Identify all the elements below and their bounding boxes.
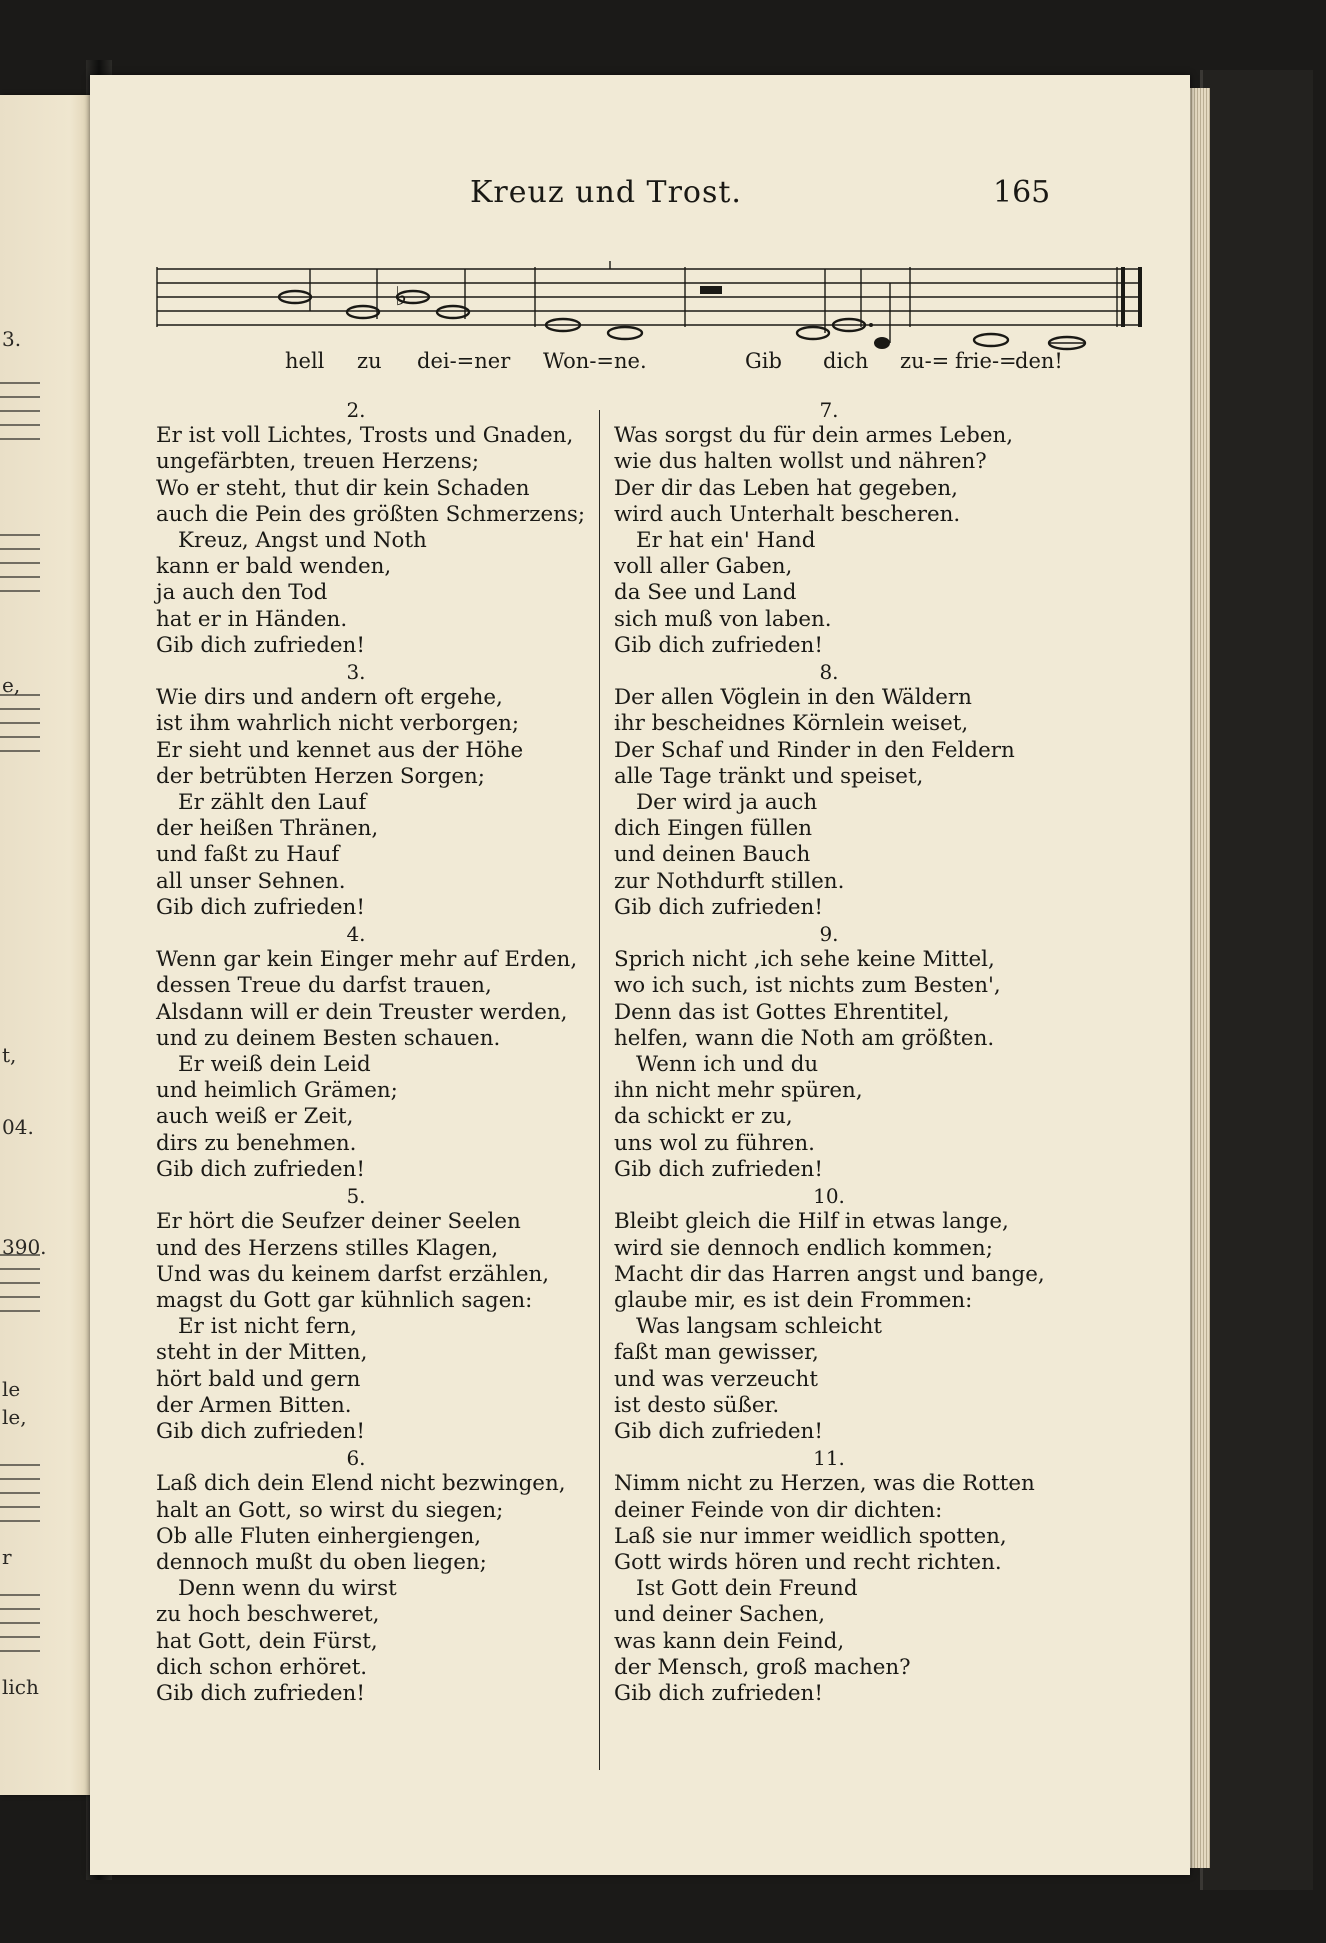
lyric-syllable: dich: [823, 349, 869, 373]
verse-line: Er ist nicht fern,: [178, 1314, 358, 1340]
verse-line: Laß dich dein Elend nicht bezwingen,: [156, 1471, 566, 1497]
verse-line: Der allen Vöglein in den Wäldern: [614, 685, 972, 711]
verse-line: Kreuz, Angst und Noth: [178, 528, 427, 554]
verse-line: Wo er steht, thut dir kein Schaden: [156, 475, 530, 501]
verse-line: Sprich nicht ,ich sehe keine Mittel,: [614, 947, 995, 973]
verse-line: Er hat ein' Hand: [636, 528, 816, 554]
verse-line: deiner Feinde von dir dichten:: [614, 1497, 943, 1523]
verse-line: Macht dir das Harren angst und bange,: [614, 1261, 1045, 1287]
lyrics-line: [155, 349, 1063, 383]
verse-line: und deinen Bauch: [614, 842, 811, 868]
verse-line: Er zählt den Lauf: [178, 790, 367, 816]
verse-line: magst du Gott gar kühnlich sagen:: [156, 1287, 533, 1313]
verse-line: Gib dich zufrieden!: [156, 1680, 365, 1706]
verse-line: hat Gott, dein Fürst,: [156, 1628, 378, 1654]
left-page-fragment: le: [2, 1377, 21, 1401]
left-page-fragment: 3.: [2, 327, 22, 351]
left-page-fragment: lich: [2, 1675, 39, 1699]
column-divider: [599, 410, 600, 1770]
verse-line: Und was du keinem darfst erzählen,: [156, 1261, 550, 1287]
verse-line: Er hört die Seufzer deiner Seelen: [156, 1209, 521, 1235]
verse-line: hört bald und gern: [156, 1366, 361, 1392]
verse-number: 10.: [813, 1184, 845, 1209]
verse-line: dich schon erhöret.: [156, 1654, 368, 1680]
verse-line: Er weiß dein Leid: [178, 1052, 371, 1078]
verse: [156, 921, 578, 1183]
verse: [614, 921, 1044, 1183]
verse-line: wie dus halten wollst und nähren?: [614, 449, 987, 475]
verse-line: Gib dich zufrieden!: [156, 1156, 365, 1182]
lyric-syllable: zu-=: [900, 349, 950, 373]
verse-line: auch weiß er Zeit,: [156, 1104, 354, 1130]
verse-line: Der Schaf und Rinder in den Feldern: [614, 737, 1015, 763]
verse-line: und heimlich Grämen;: [156, 1078, 398, 1104]
verse-line: Was langsam schleicht: [636, 1314, 882, 1340]
verse-line: da schickt er zu,: [614, 1104, 793, 1130]
verse-line: ungefärbten, treuen Herzens;: [156, 449, 480, 475]
verse-line: faßt man gewisser,: [614, 1340, 819, 1366]
left-page-staff-fragments: [0, 95, 100, 1795]
verse: [614, 659, 1044, 921]
lyric-syllable: den!: [1015, 349, 1063, 373]
verse-line: Laß sie nur immer weidlich spotten,: [614, 1523, 1007, 1549]
verse-number: 6.: [346, 1446, 366, 1471]
book-page: [90, 75, 1190, 1875]
verse-line: Der wird ja auch: [636, 790, 818, 816]
verse-line: Bleibt gleich die Hilf in etwas lange,: [614, 1209, 1009, 1235]
left-page-fragment: le,: [2, 1405, 27, 1429]
lyric-syllable: zu: [357, 349, 382, 373]
verse-line: dennoch mußt du oben liegen;: [156, 1549, 487, 1575]
verse-line: Gib dich zufrieden!: [614, 894, 823, 920]
verse-line: der Mensch, groß machen?: [614, 1654, 911, 1680]
verse-line: Wenn gar kein Einger mehr auf Erden,: [156, 947, 578, 973]
verse-number: 2.: [346, 398, 366, 422]
left-page-fragment: r: [2, 1545, 12, 1569]
book-cover: [1200, 70, 1313, 1890]
verse-line: auch die Pein des größten Schmerzens;: [156, 501, 586, 527]
verse-line: und was verzeucht: [614, 1366, 818, 1392]
verse-line: wird sie dennoch endlich kommen;: [614, 1235, 993, 1261]
verse-line: kann er bald wenden,: [156, 554, 392, 580]
verse-number: 7.: [819, 398, 839, 422]
lyric-syllable: dei-=ner: [417, 349, 511, 373]
verse-line: Gib dich zufrieden!: [614, 1156, 823, 1182]
verse-line: zu hoch beschweret,: [156, 1602, 380, 1628]
verse-line: Nimm nicht zu Herzen, was die Rotten: [614, 1471, 1035, 1497]
verse-line: der Armen Bitten.: [156, 1392, 352, 1418]
verse-line: wo ich such, ist nichts zum Besten',: [614, 973, 1001, 999]
verse-line: sich muß von laben.: [614, 606, 832, 632]
verse-number: 3.: [346, 660, 366, 685]
verse-number: 11.: [813, 1446, 845, 1471]
verse-line: dich Eingen füllen: [614, 816, 813, 842]
left-page-fragment: t,: [2, 1043, 17, 1067]
verse-line: ist ihm wahrlich nicht verborgen;: [156, 711, 520, 737]
lyric-syllable: hell: [285, 349, 325, 373]
verse-line: und deiner Sachen,: [614, 1602, 826, 1628]
staff-notation: [155, 261, 1145, 351]
verse-line: uns wol zu führen.: [614, 1130, 815, 1156]
verse-line: Ob alle Fluten einhergiengen,: [156, 1523, 482, 1549]
verse-line: ihr bescheidnes Körnlein weiset,: [614, 711, 969, 737]
verse-line: Gib dich zufrieden!: [156, 632, 365, 658]
verse-line: Gib dich zufrieden!: [614, 1680, 823, 1706]
verse-line: wird auch Unterhalt bescheren.: [614, 501, 961, 527]
verse: [156, 1183, 556, 1445]
verse-number: 5.: [346, 1184, 366, 1209]
verse-line: Er ist voll Lichtes, Trosts und Gnaden,: [156, 423, 574, 449]
verse-line: Gott wirds hören und recht richten.: [614, 1549, 1002, 1575]
verse-line: ihn nicht mehr spüren,: [614, 1078, 863, 1104]
lyric-syllable: Gib: [745, 349, 782, 373]
left-page-fragment: 04.: [2, 1115, 34, 1139]
verse-line: der betrübten Herzen Sorgen;: [156, 763, 485, 789]
verse-line: Wenn ich und du: [636, 1052, 819, 1078]
verse-line: Gib dich zufrieden!: [614, 1418, 823, 1444]
verse-line: halt an Gott, so wirst du siegen;: [156, 1497, 504, 1523]
verse-line: voll aller Gaben,: [614, 554, 793, 580]
svg-text:♭: ♭: [395, 282, 408, 312]
left-page-edge: [0, 95, 100, 1795]
verse-line: da See und Land: [614, 580, 797, 606]
verse-line: und zu deinem Besten schauen.: [156, 1025, 501, 1051]
verse-number: 8.: [819, 660, 839, 685]
verse-line: Gib dich zufrieden!: [156, 894, 365, 920]
verse-line: und des Herzens stilles Klagen,: [156, 1235, 499, 1261]
verse-line: Alsdann will er dein Treuster werden,: [156, 999, 568, 1025]
verse: [156, 659, 556, 921]
verse: [614, 1445, 1044, 1707]
page-number: 165: [993, 175, 1051, 210]
verse-number: 4.: [346, 922, 366, 947]
verse-line: Gib dich zufrieden!: [156, 1418, 365, 1444]
verse-line: Er sieht und kennet aus der Höhe: [156, 737, 524, 763]
verse-line: dirs zu benehmen.: [156, 1130, 357, 1156]
verse-line: zur Nothdurft stillen.: [614, 868, 845, 894]
verse: [614, 397, 1044, 659]
verse-line: ja auch den Tod: [156, 580, 328, 606]
verse-line: all unser Sehnen.: [156, 868, 346, 894]
verse-line: und faßt zu Hauf: [156, 842, 340, 868]
verse-line: Ist Gott dein Freund: [636, 1576, 858, 1602]
lyric-syllable: frie-=: [955, 349, 1017, 373]
verse-line: Was sorgst du für dein armes Leben,: [614, 423, 1014, 449]
left-page-fragment: 390.: [2, 1235, 47, 1259]
verse-line: Denn das ist Gottes Ehrentitel,: [614, 999, 950, 1025]
verses-left-column: [156, 397, 586, 1707]
verse-line: was kann dein Feind,: [614, 1628, 845, 1654]
verse-line: Gib dich zufrieden!: [614, 632, 823, 658]
verse-line: Wie dirs und andern oft ergehe,: [156, 685, 503, 711]
verse-line: dessen Treue du darfst trauen,: [156, 973, 492, 999]
verse: [156, 397, 586, 659]
verse: [156, 1445, 566, 1707]
running-title: Kreuz und Trost.: [470, 175, 742, 210]
verses-right-column: [614, 397, 1044, 1707]
verse-line: Der dir das Leben hat gegeben,: [614, 475, 958, 501]
verse-line: der heißen Thränen,: [156, 816, 379, 842]
verse-line: hat er in Händen.: [156, 606, 348, 632]
left-page-fragment: e,: [2, 673, 21, 697]
verse-number: 9.: [819, 922, 839, 947]
lyric-syllable: Won-=ne.: [543, 349, 647, 373]
verse-line: helfen, wann die Noth am größten.: [614, 1025, 995, 1051]
verse: [614, 1183, 1044, 1445]
page-header: [90, 175, 1140, 225]
verse-line: alle Tage tränkt und speiset,: [614, 763, 924, 789]
verse-line: Denn wenn du wirst: [178, 1576, 397, 1602]
verse-line: glaube mir, es ist dein Frommen:: [614, 1287, 973, 1313]
verse-line: steht in der Mitten,: [156, 1340, 368, 1366]
verse-line: ist desto süßer.: [614, 1392, 780, 1418]
